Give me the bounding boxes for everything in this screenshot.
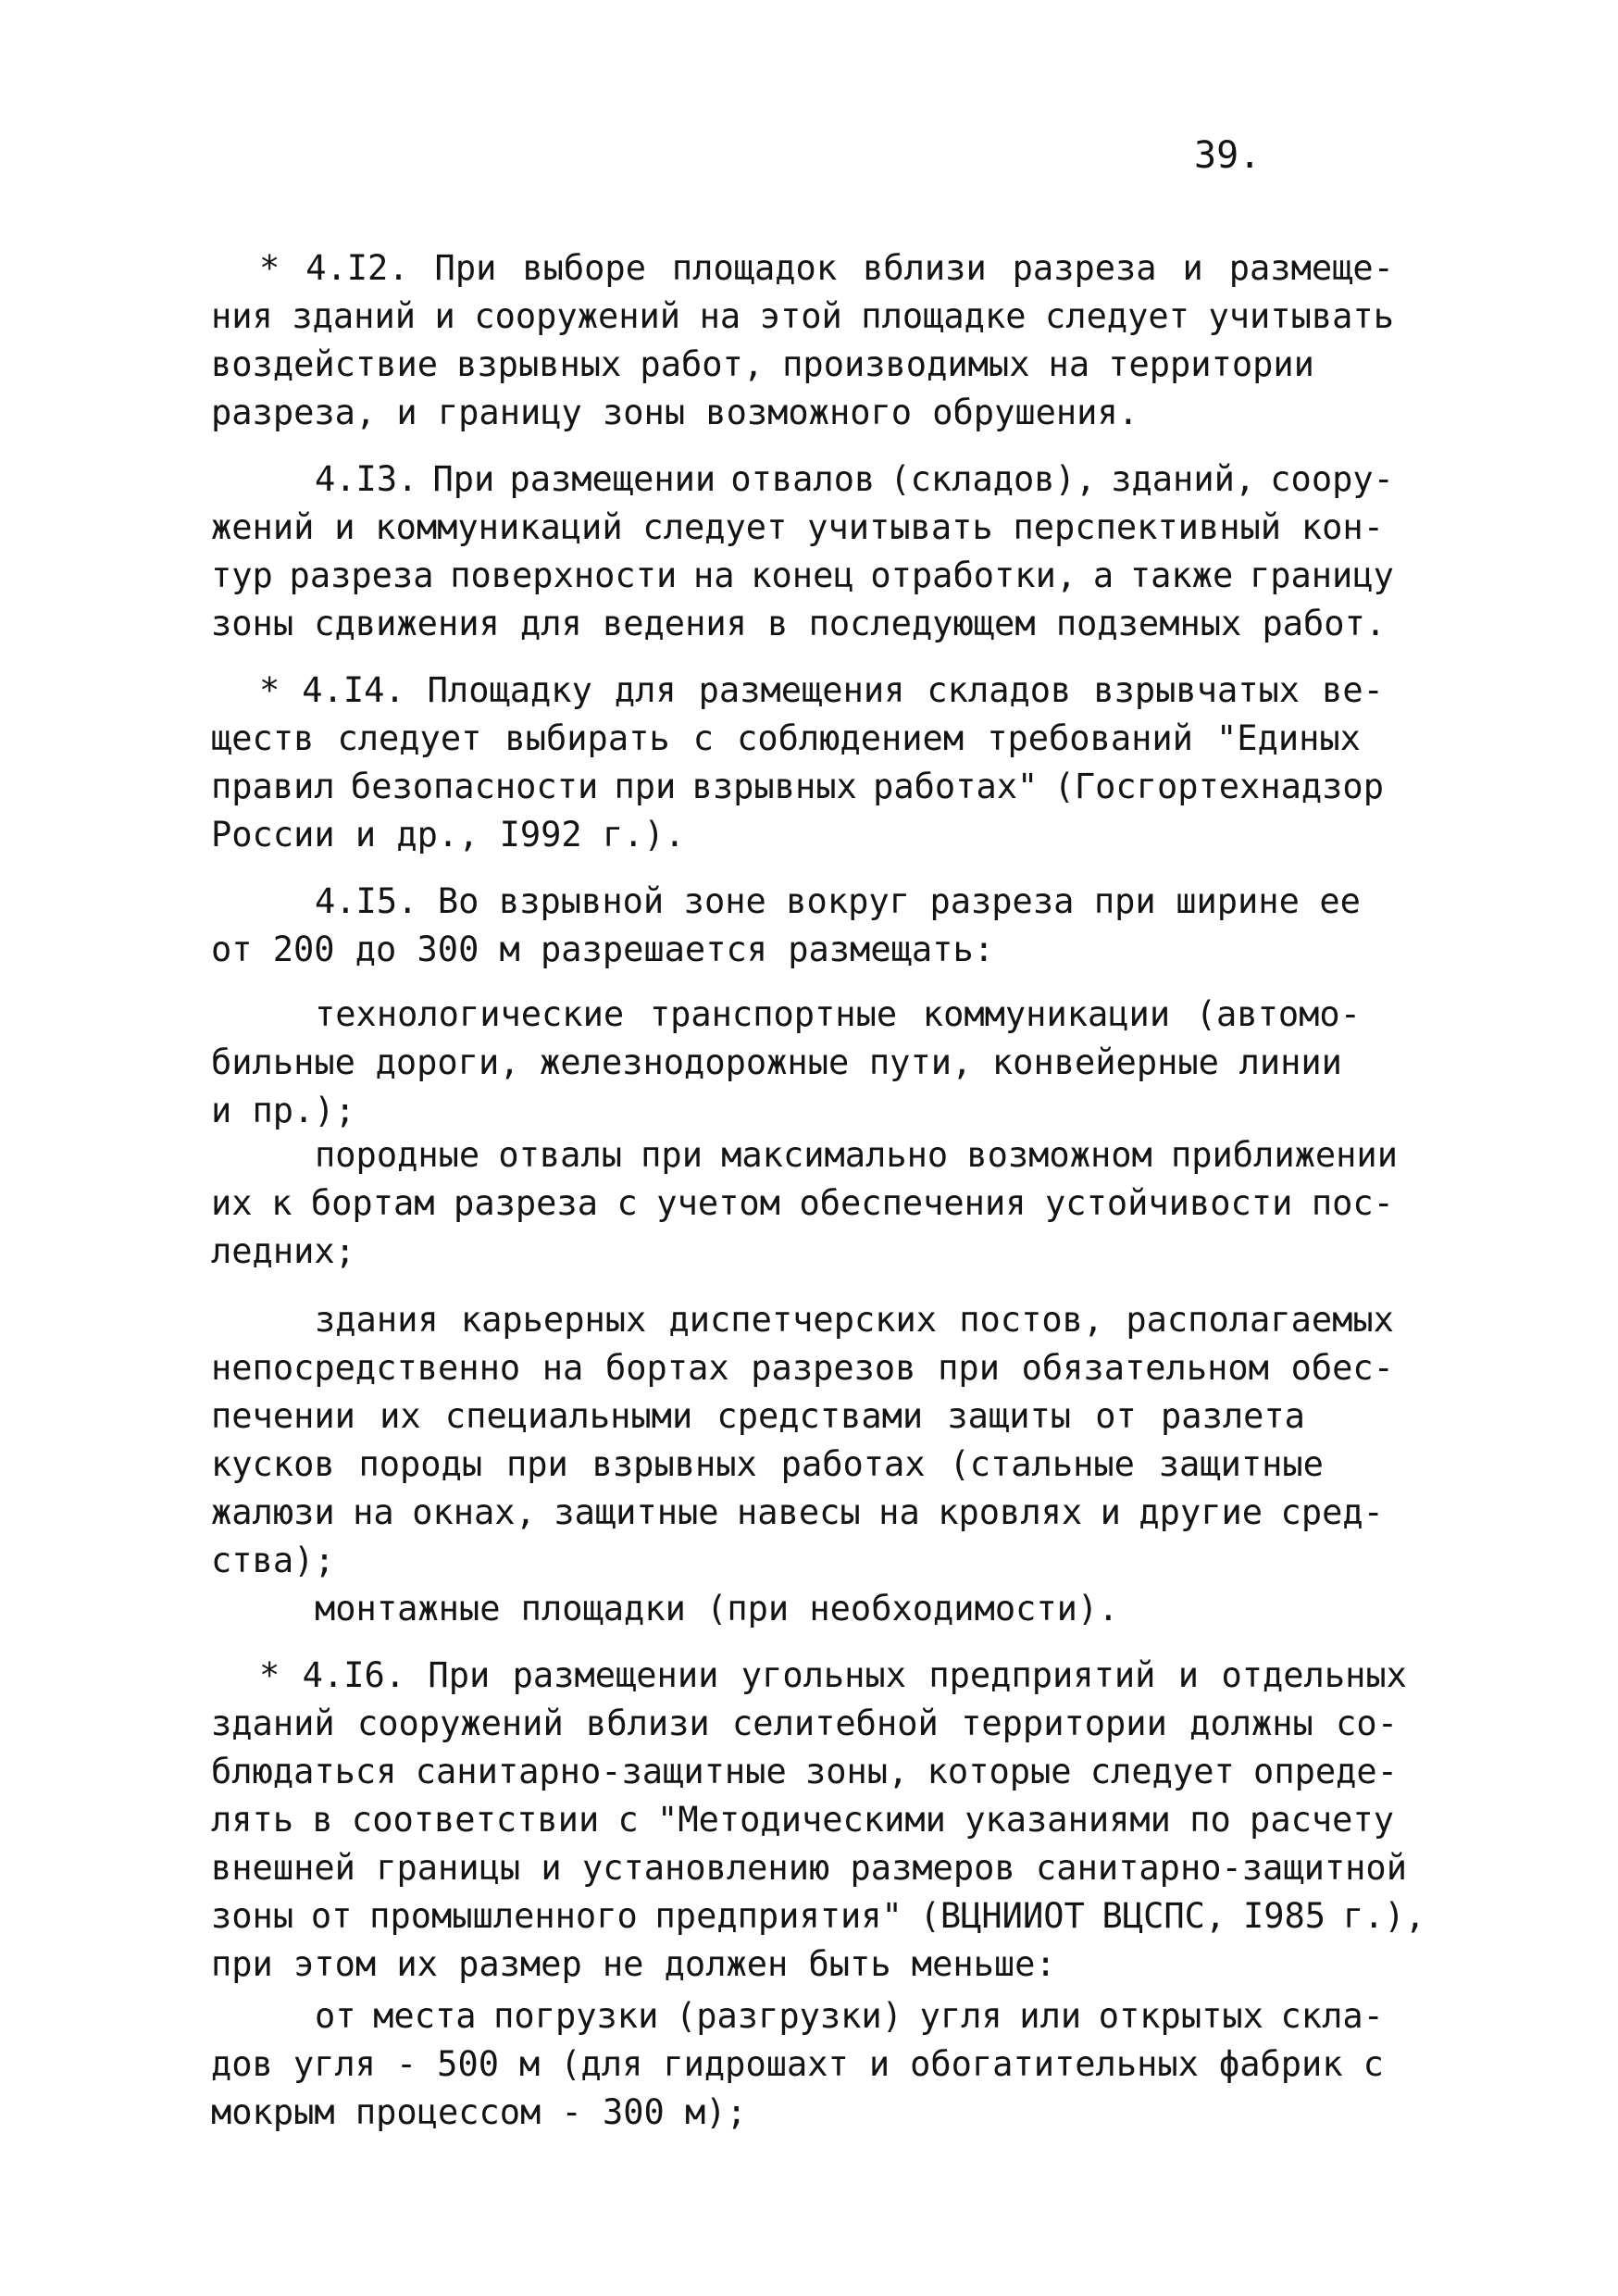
word: кровлях — [938, 1492, 1083, 1532]
word: 300 — [602, 2092, 665, 2132]
word: монтажные — [315, 1589, 501, 1628]
text-line — [211, 1492, 1384, 1533]
word: территории — [1108, 344, 1314, 384]
word: территории — [961, 1703, 1167, 1743]
word: непосредственно — [211, 1348, 521, 1388]
word: и — [1100, 1492, 1121, 1532]
word: от — [315, 1996, 356, 2036]
word: сред- — [1280, 1492, 1384, 1532]
word: учетом — [656, 1183, 780, 1223]
word: дороги, — [375, 1042, 520, 1082]
word: сдвижения — [314, 604, 500, 643]
word: площадки — [520, 1589, 686, 1628]
text-line — [211, 1348, 1394, 1389]
word: открытых — [1098, 1996, 1263, 2036]
word: транспортные — [649, 994, 898, 1034]
word: железнодорожные — [540, 1042, 850, 1082]
word: "Методическими — [657, 1800, 946, 1840]
word: зоны — [603, 393, 686, 432]
word: обрушения. — [932, 393, 1139, 432]
word: сооружений — [356, 1703, 564, 1743]
word: взрывной — [498, 881, 665, 921]
word: работах" — [873, 767, 1039, 806]
word: работах — [780, 1444, 926, 1484]
word: 4.I3. — [315, 459, 418, 499]
text-line — [211, 2044, 1384, 2085]
word: на — [878, 1492, 920, 1532]
word: также — [1129, 555, 1234, 595]
text-line — [211, 718, 1361, 759]
word: г.). — [602, 815, 686, 855]
word: мокрым — [211, 2092, 335, 2132]
word: обязательном — [1021, 1348, 1269, 1388]
word: Во — [437, 881, 479, 921]
word: ширине — [1176, 881, 1300, 921]
word: выборе — [522, 248, 646, 288]
word: следует — [642, 507, 788, 547]
word: при — [505, 1444, 568, 1484]
word: устойчивости — [1045, 1183, 1293, 1223]
word: (разгрузки) — [675, 1996, 902, 2036]
word: - — [395, 2044, 417, 2084]
word: окнах, — [412, 1492, 536, 1532]
word: максимально — [721, 1135, 949, 1175]
word: следует — [337, 718, 482, 758]
word: (автомо- — [1195, 994, 1361, 1034]
word: сооружений — [474, 296, 681, 336]
word: быть — [808, 1944, 891, 1984]
word: России — [211, 815, 335, 855]
word: размеще- — [1228, 248, 1394, 288]
word: * — [259, 670, 280, 710]
word: угольных — [741, 1655, 906, 1695]
word: * — [259, 1655, 280, 1695]
word: печении — [211, 1396, 355, 1436]
word: разрешается — [541, 930, 768, 969]
text-line — [211, 1396, 1305, 1437]
word: ве- — [1322, 670, 1384, 710]
text-line — [211, 1042, 1342, 1083]
word: или — [1019, 1996, 1082, 2036]
text-line — [211, 1896, 1425, 1937]
word: жалюзи — [211, 1492, 335, 1532]
word: соору- — [1270, 459, 1394, 499]
word: обеспечения — [799, 1183, 1027, 1223]
word: взрывных — [591, 1444, 757, 1484]
word: гидрошахт — [663, 2044, 849, 2084]
word: санитарно-защитной — [1036, 1848, 1407, 1888]
word: размещения — [698, 670, 905, 710]
word: диспетчерских — [668, 1300, 938, 1340]
word: (ВЦНИИОТ — [919, 1896, 1085, 1936]
word: при — [1093, 881, 1156, 921]
word: м — [499, 930, 520, 969]
word: меньше: — [911, 1944, 1056, 1984]
word: пр.); — [252, 1091, 355, 1130]
word: размер — [458, 1944, 582, 1984]
word: кусков — [211, 1444, 335, 1484]
word: (стальные — [949, 1444, 1135, 1484]
word: постов, — [959, 1300, 1104, 1340]
word: и — [541, 1848, 562, 1888]
word: приближении — [1170, 1135, 1398, 1175]
word: Площадку — [427, 670, 592, 710]
word: специальными — [444, 1396, 693, 1436]
word: на — [1048, 344, 1090, 384]
word: 300 — [417, 930, 479, 969]
word: правил — [211, 767, 335, 806]
word: конвейерные — [991, 1042, 1219, 1082]
word: отвалы — [498, 1135, 623, 1175]
word: линии — [1238, 1042, 1342, 1082]
word: породные — [315, 1135, 480, 1175]
word: от — [310, 1896, 353, 1936]
word: селитебной — [732, 1703, 939, 1743]
word: отдельных — [1221, 1655, 1407, 1695]
word: обогатительных — [910, 2044, 1199, 2084]
word: и — [355, 815, 377, 855]
word: блюдаться — [211, 1752, 397, 1791]
word: разреза — [1012, 248, 1157, 288]
text-line — [315, 1300, 1394, 1341]
word: площадке — [861, 296, 1027, 336]
word: защитные — [554, 1492, 719, 1532]
word: их — [380, 1396, 421, 1436]
word: г.), — [1342, 1896, 1425, 1936]
text-line — [315, 1589, 1119, 1629]
word: до — [355, 930, 397, 969]
text-line — [211, 1703, 1398, 1744]
word: разреза — [929, 881, 1075, 921]
word: погрузки — [493, 1996, 659, 2036]
word: ледних; — [211, 1231, 355, 1271]
word: обес- — [1290, 1348, 1394, 1388]
word: 500 — [437, 2044, 499, 2084]
text-line — [211, 815, 686, 855]
word: безопасности — [350, 767, 599, 806]
text-line — [211, 1752, 1398, 1792]
word: работ, — [640, 344, 765, 384]
word: (для — [560, 2044, 643, 2084]
word: при — [641, 1135, 703, 1175]
text-line — [211, 604, 1387, 644]
text-line — [211, 296, 1394, 337]
word: по — [1189, 1800, 1231, 1840]
word: этой — [759, 296, 842, 336]
word: от — [1095, 1396, 1137, 1436]
word: вокруг — [786, 881, 910, 921]
page-number: 39. — [1194, 134, 1262, 177]
word: размеров — [850, 1848, 1015, 1888]
word: к — [271, 1183, 292, 1223]
word: 4.I2. — [305, 248, 409, 288]
word: и — [868, 2044, 890, 2084]
word: ства); — [211, 1541, 335, 1580]
word: конец — [751, 555, 854, 595]
word: соблюдением — [737, 718, 965, 758]
word: "Единых — [1216, 718, 1361, 758]
word: на — [699, 296, 741, 336]
text-line — [211, 507, 1384, 548]
word: с — [1363, 2044, 1384, 2084]
text-line — [315, 1135, 1398, 1176]
word: границу — [437, 393, 582, 432]
word: зоны — [211, 604, 294, 643]
word: при — [938, 1348, 1000, 1388]
word: зданий, — [1111, 459, 1256, 499]
word: 4.I5. — [315, 881, 418, 921]
word: породы — [358, 1444, 483, 1484]
word: технологические — [315, 994, 625, 1034]
word: и — [1182, 248, 1203, 288]
text-line — [211, 393, 1139, 433]
word: должны — [1189, 1703, 1313, 1743]
word: (при — [706, 1589, 790, 1628]
word: установлению — [581, 1848, 830, 1888]
text-line — [211, 2092, 747, 2133]
word: скла- — [1280, 1996, 1384, 2036]
word: со- — [1336, 1703, 1398, 1743]
word: для — [614, 670, 677, 710]
word: разрезов — [751, 1348, 916, 1388]
word: этом — [293, 1944, 377, 1984]
word: угля — [292, 2044, 376, 2084]
word: здания — [315, 1300, 439, 1340]
word: в — [767, 604, 789, 643]
word: от — [211, 930, 253, 969]
word: (Госгортехнадзор — [1053, 767, 1384, 806]
word: которые — [927, 1752, 1072, 1791]
word: карьерных — [460, 1300, 647, 1340]
word: зоны — [211, 1896, 294, 1936]
word: поверхности — [450, 555, 678, 595]
text-line — [211, 1800, 1394, 1841]
word: взрывчатых — [1093, 670, 1301, 710]
word: м — [518, 2044, 541, 2084]
word: не — [602, 1944, 644, 1984]
word: зоны, — [804, 1752, 909, 1791]
word: ведения — [602, 604, 747, 643]
text-line — [315, 459, 1394, 500]
word: и — [211, 1091, 232, 1130]
word: при — [614, 767, 677, 806]
word: на — [541, 1348, 584, 1388]
text-line — [211, 1944, 1056, 1985]
word: коммуникации — [922, 994, 1171, 1034]
text-line — [211, 1444, 1324, 1485]
word: средствами — [716, 1396, 924, 1436]
text-line — [211, 1231, 398, 1272]
word: размещении — [512, 1655, 719, 1695]
word: зданий — [211, 1703, 335, 1743]
word: требований — [987, 718, 1193, 758]
word: и — [334, 507, 355, 547]
word: расчету — [1250, 1800, 1394, 1840]
text-line — [259, 670, 1384, 711]
word: и — [396, 393, 417, 432]
word: при — [211, 1944, 273, 1984]
word: жений — [211, 507, 315, 547]
text-line — [211, 1183, 1394, 1224]
word: учитывать — [1208, 296, 1394, 336]
word: площадок — [671, 248, 838, 288]
word: пос- — [1311, 1183, 1394, 1223]
word: взрывных — [691, 767, 857, 806]
word: коммуникаций — [375, 507, 623, 547]
word: промышленного — [369, 1896, 638, 1936]
text-line — [315, 881, 1361, 922]
word: границы — [376, 1848, 521, 1888]
word: возможного — [705, 393, 913, 432]
word: разреза — [289, 555, 434, 595]
word: (складов), — [890, 459, 1097, 499]
word: ществ — [211, 718, 315, 758]
word: разреза, — [211, 393, 377, 432]
word: размещении — [509, 459, 716, 499]
text-line — [259, 1655, 1407, 1696]
word: а — [1092, 555, 1114, 595]
word: дов — [211, 2044, 273, 2084]
text-line — [315, 1996, 1384, 2037]
text-line — [211, 1091, 370, 1131]
word: I992 — [499, 815, 582, 855]
word: разлета — [1161, 1396, 1305, 1436]
word: перспективный — [1013, 507, 1282, 547]
word: границу — [1249, 555, 1394, 595]
word: м); — [685, 2092, 747, 2132]
text-line — [315, 994, 1361, 1035]
word: бортах — [604, 1348, 729, 1388]
word: последующем — [808, 604, 1036, 643]
word: вблизи — [586, 1703, 710, 1743]
word: внешней — [211, 1848, 355, 1888]
word: фабрик — [1218, 2044, 1343, 2084]
word: в — [312, 1800, 333, 1840]
word: и — [434, 296, 455, 336]
text-line — [211, 930, 994, 970]
word: - — [561, 2092, 582, 2132]
word: располагаемых — [1126, 1300, 1394, 1340]
word: навесы — [737, 1492, 861, 1532]
word: др., — [396, 815, 479, 855]
word: следует — [1089, 1752, 1235, 1791]
word: разреза — [454, 1183, 598, 1223]
word: и — [1177, 1655, 1200, 1695]
word: При — [434, 248, 497, 288]
word: предприятий — [928, 1655, 1156, 1695]
word: При — [428, 1655, 491, 1695]
word: учитывать — [807, 507, 993, 547]
word: защитные — [1158, 1444, 1324, 1484]
word: их — [211, 1183, 253, 1223]
word: лять — [211, 1800, 294, 1840]
word: защиты — [947, 1396, 1072, 1436]
text-line — [211, 1541, 370, 1581]
word: их — [396, 1944, 438, 1984]
word: зданий — [292, 296, 416, 336]
text-line — [211, 1848, 1407, 1889]
word: пути, — [868, 1042, 973, 1082]
word: ния — [211, 296, 273, 336]
word: выбирать — [504, 718, 670, 758]
text-line — [259, 248, 1394, 289]
word: 4.I4. — [302, 670, 405, 710]
word: производимых — [782, 344, 1030, 384]
word: ВЦСПС, — [1101, 1896, 1226, 1936]
word: санитарно-защитные — [415, 1752, 787, 1791]
word: процессом — [355, 2092, 541, 2132]
word: соответствии — [351, 1800, 600, 1840]
word: кон- — [1301, 507, 1384, 547]
word: опреде- — [1253, 1752, 1398, 1791]
word: бортам — [310, 1183, 435, 1223]
word: другие — [1139, 1492, 1263, 1532]
word: на — [692, 555, 735, 595]
word: отвалов — [730, 459, 876, 499]
word: должен — [664, 1944, 789, 1984]
word: 200 — [272, 930, 335, 969]
word: ее — [1319, 881, 1361, 921]
word: указаниями — [965, 1800, 1171, 1840]
word: вблизи — [863, 248, 987, 288]
word: I985 — [1242, 1896, 1326, 1936]
word: тур — [211, 555, 273, 595]
word: взрывных — [456, 344, 622, 384]
text-line — [211, 555, 1394, 596]
word: предприятия" — [654, 1896, 902, 1936]
word: необходимости). — [809, 1589, 1119, 1628]
word: * — [259, 248, 280, 288]
word: При — [432, 459, 495, 499]
word: с — [616, 1183, 638, 1223]
word: угля — [919, 1996, 1002, 2036]
word: с — [617, 1800, 639, 1840]
word: для — [519, 604, 582, 643]
word: на — [353, 1492, 394, 1532]
word: складов — [927, 670, 1072, 710]
word: отработки, — [870, 555, 1077, 595]
text-line — [211, 767, 1384, 807]
text-line — [211, 344, 1314, 385]
word: возможном — [966, 1135, 1152, 1175]
word: зоне — [683, 881, 766, 921]
word: следует — [1045, 296, 1189, 336]
word: работ. — [1262, 604, 1387, 643]
word: подземных — [1055, 604, 1242, 643]
word: с — [692, 718, 715, 758]
word: бильные — [211, 1042, 355, 1082]
word: размещать: — [788, 930, 994, 969]
word: места — [373, 1996, 477, 2036]
word: воздействие — [211, 344, 439, 384]
word: 4.I6. — [302, 1655, 406, 1695]
